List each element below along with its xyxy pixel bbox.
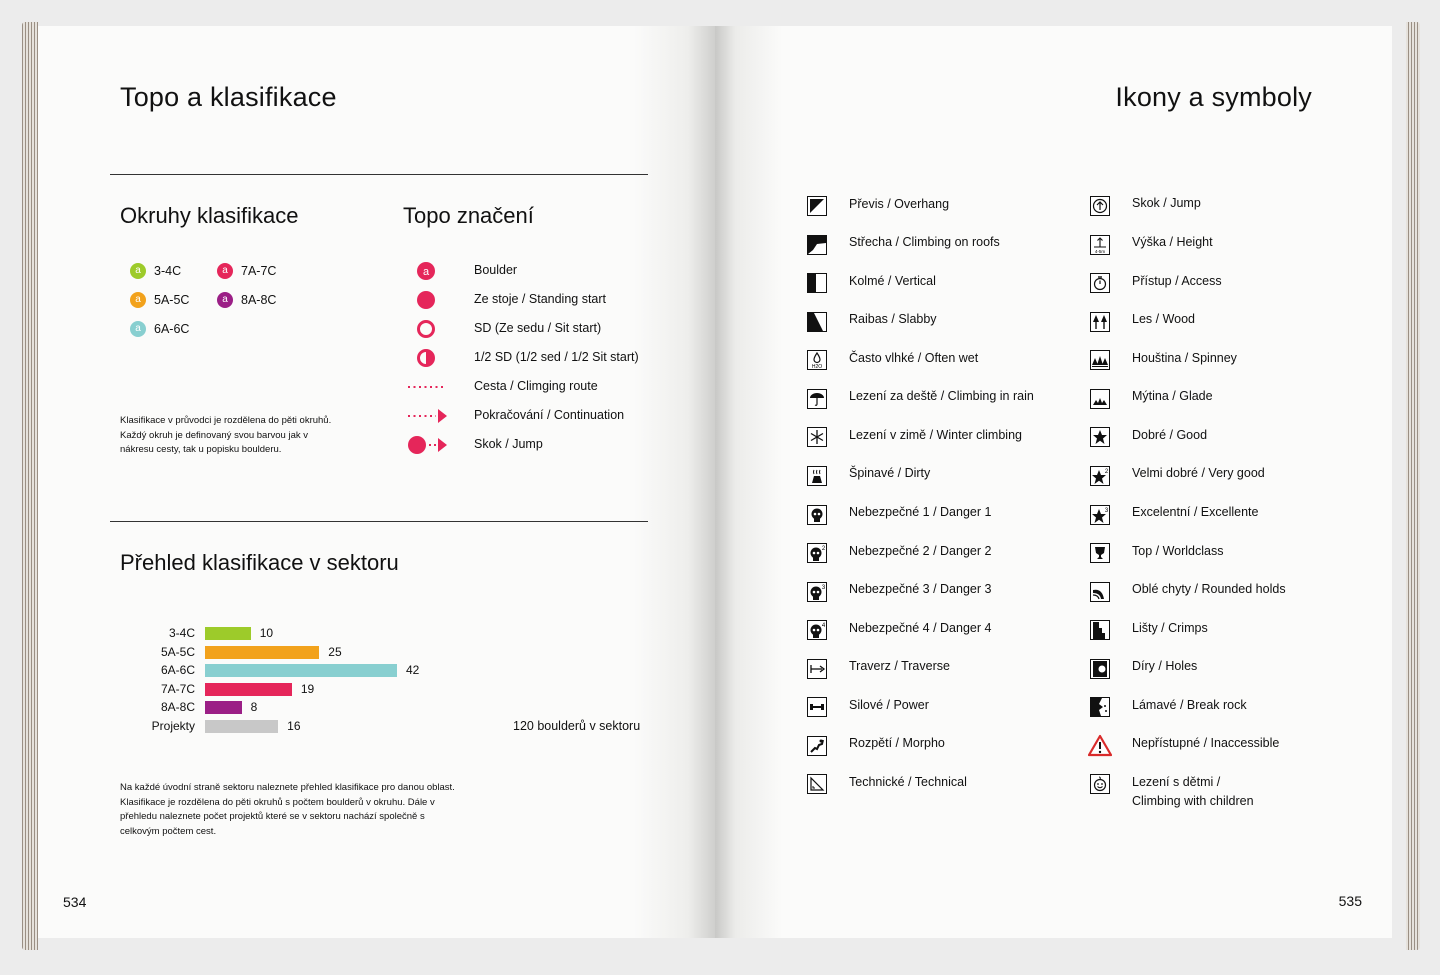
- grade-label: 7A-7C: [241, 264, 277, 278]
- bar-value-label: 8: [250, 700, 258, 715]
- bar-value-label: 10: [259, 626, 274, 640]
- grade-badge-7a-7c: a: [217, 263, 233, 279]
- icon-label: Traverz / Traverse: [849, 659, 950, 673]
- grade-label: 8A-8C: [241, 293, 277, 307]
- bar-projekty: [205, 720, 278, 733]
- topo-label: Boulder: [474, 263, 518, 277]
- spinney-icon: [1091, 351, 1110, 370]
- roof-icon: [808, 236, 827, 255]
- page-title-left: Topo a klasifikace: [120, 82, 337, 112]
- icon-label: Lezení s dětmi /: [1132, 775, 1221, 789]
- icon-label: Nebezpečné 1 / Danger 1: [849, 505, 992, 519]
- jump-arrow-icon: [408, 436, 447, 454]
- overhang-icon: [808, 197, 827, 216]
- page-edges-left: [22, 22, 38, 950]
- skull-2-icon: [808, 544, 827, 563]
- grade-badge-5a-5c: a: [130, 292, 146, 308]
- topo-label: Pokračování / Continuation: [474, 408, 625, 422]
- svg-text:4-5m: 4-5m: [1094, 249, 1106, 254]
- svg-text:4: 4: [821, 623, 826, 629]
- crimps-icon: [1091, 621, 1110, 640]
- page-number-left: 534: [63, 894, 87, 910]
- umbrella-icon: [808, 390, 827, 409]
- icon-label: Kolmé / Vertical: [849, 274, 936, 288]
- icon-column-2: [1088, 194, 1112, 794]
- icon-label: Nebezpečné 3 / Danger 3: [849, 582, 992, 596]
- icon-label: Převis / Overhang: [849, 197, 950, 211]
- bar-category-label: Projekty: [151, 719, 195, 733]
- bar-value-label: 16: [287, 719, 301, 733]
- icon-label: Top / Worldclass: [1132, 544, 1224, 558]
- icon-label: Houština / Spinney: [1132, 351, 1237, 365]
- jump-icon: [1091, 197, 1110, 216]
- icon-label: Lámavé / Break rock: [1132, 698, 1247, 712]
- icon-label: Raibas / Slabby: [849, 312, 937, 326]
- prehled-note: Na každé úvodní straně sektoru naleznete přehled klasifikace pro danou oblast. Klasifikace je rozdělena do pěti okruhů s počtem boulderů v okruhu. Dále v přehledu naleznete počet projektů které se v sektoru nachází společně s celkovým počtem cest.: [120, 782, 455, 837]
- total-boulders: 120 boulderů v sektoru: [513, 719, 641, 733]
- star-1-icon: [1091, 428, 1110, 447]
- rounded-holds-icon: [1091, 583, 1110, 602]
- icon-label: Climbing with children: [1132, 794, 1254, 808]
- vertical-icon: [808, 274, 827, 293]
- topo-heading: Topo značení: [403, 203, 534, 228]
- skull-1-icon: [808, 506, 827, 525]
- divider-middle: [110, 521, 648, 522]
- traverse-icon: [808, 660, 827, 679]
- grade-badge-3-4c: a: [130, 263, 146, 279]
- svg-text:a: a: [422, 266, 430, 278]
- page-number-right: 535: [1338, 893, 1362, 909]
- icon-label: Velmi dobré / Very good: [1132, 466, 1265, 480]
- bar-category-label: 3-4C: [168, 626, 195, 640]
- open-book: [22, 22, 1420, 950]
- bar-3-4c: [205, 627, 251, 640]
- topo-label: Ze stoje / Standing start: [474, 292, 607, 306]
- page-edges-right: [1406, 22, 1420, 950]
- bar-category-label: 5A-5C: [160, 644, 195, 659]
- slab-icon: [808, 313, 827, 332]
- skull-4-icon: [808, 621, 827, 640]
- access-icon: [1091, 274, 1110, 293]
- glade-icon: [1091, 390, 1110, 409]
- okruhy-note: Klasifikace v průvodci je rozdělena do pěti okruhů. Každý okruh je definovaný svou barvou jak v nákresu cesty, tak u popisku boulderu.: [120, 415, 332, 455]
- warning-icon: [1089, 736, 1111, 755]
- icon-label: Výška / Height: [1132, 235, 1213, 249]
- grade-badge-6a-6c: a: [130, 321, 146, 337]
- svg-text:3: 3: [821, 585, 826, 591]
- bar-6a-6c: [205, 664, 397, 677]
- topo-legend-icons: [408, 258, 464, 468]
- icon-label: Lišty / Crimps: [1132, 621, 1208, 635]
- icon-label: Často vlhké / Often wet: [849, 351, 979, 365]
- bar-value-label: 25: [328, 644, 342, 659]
- break-rock-icon: [1091, 698, 1110, 717]
- morpho-icon: [808, 737, 827, 756]
- right-page: [715, 26, 1392, 938]
- trophy-icon: [1091, 544, 1110, 563]
- topo-label: Cesta / Climging route: [474, 379, 598, 393]
- svg-text:H2O: H2O: [811, 364, 823, 370]
- power-icon: [808, 698, 827, 717]
- icon-column-1: [805, 194, 829, 794]
- icon-label: Lezení v zimě / Winter climbing: [849, 428, 1022, 442]
- icon-label: Přístup / Access: [1132, 274, 1222, 288]
- half-circle-icon: [419, 351, 434, 366]
- icon-label: Nepřístupné / Inaccessible: [1132, 736, 1280, 750]
- icon-label: Dobré / Good: [1132, 428, 1208, 442]
- icon-label: Nebezpečné 2 / Danger 2: [849, 544, 992, 558]
- left-page: [38, 26, 715, 938]
- ring-icon: [419, 322, 434, 337]
- divider-top: [110, 174, 648, 175]
- icon-label: Excelentní / Excellente: [1132, 505, 1259, 519]
- bar-category-label: 8A-8C: [160, 700, 195, 715]
- bar-value-label: 19: [300, 681, 315, 696]
- dotted-arrow-icon: [408, 409, 447, 423]
- grade-label: 3-4C: [154, 264, 182, 278]
- icon-label: Lezení za deště / Climbing in rain: [849, 389, 1034, 403]
- icon-label: Skok / Jump: [1132, 196, 1201, 210]
- bar-category-label: 7A-7C: [160, 681, 195, 696]
- icon-label: Špinavé / Dirty: [849, 466, 931, 480]
- skull-3-icon: [808, 583, 827, 602]
- okruhy-heading: Okruhy klasifikace: [120, 203, 299, 228]
- svg-text:2: 2: [1104, 469, 1109, 475]
- filled-circle-icon: [417, 291, 435, 309]
- icon-label: Les / Wood: [1132, 312, 1196, 326]
- snowflake-icon: [808, 428, 827, 447]
- icon-label: Rozpětí / Morpho: [849, 736, 945, 750]
- topo-label: 1/2 SD (1/2 sed / 1/2 Sit start): [474, 350, 639, 364]
- grade-label: 5A-5C: [154, 293, 190, 307]
- icon-label: Silové / Power: [849, 698, 929, 712]
- wet-icon: [808, 351, 827, 371]
- bar-7a-7c: [205, 683, 292, 696]
- star-2-icon: [1091, 467, 1110, 486]
- icon-label: Oblé chyty / Rounded holds: [1132, 582, 1286, 596]
- page-title-right: Ikony a symboly: [1115, 82, 1312, 112]
- topo-label: Skok / Jump: [474, 437, 543, 451]
- children-icon: [1091, 775, 1110, 794]
- technical-icon: [808, 775, 827, 794]
- holes-icon: [1091, 660, 1110, 679]
- wood-icon: [1091, 313, 1110, 332]
- star-3-icon: [1091, 506, 1110, 525]
- bar-category-label: 6A-6C: [160, 663, 195, 678]
- bar-8a-8c: [205, 701, 242, 714]
- icon-label: Střecha / Climbing on roofs: [849, 235, 1000, 249]
- icon-label: Mýtina / Glade: [1132, 389, 1213, 403]
- icon-label: Technické / Technical: [849, 775, 967, 789]
- boulder-a-icon: [417, 262, 435, 280]
- grade-badge-8a-8c: a: [217, 292, 233, 308]
- svg-text:3: 3: [1104, 508, 1109, 514]
- dirty-icon: [808, 467, 827, 486]
- svg-text:2: 2: [821, 546, 826, 552]
- icon-label: Díry / Holes: [1132, 659, 1198, 673]
- prehled-heading: Přehled klasifikace v sektoru: [120, 550, 399, 575]
- bar-value-label: 42: [406, 663, 420, 678]
- height-icon: [1091, 236, 1110, 255]
- grade-label: 6A-6C: [154, 322, 190, 336]
- icon-label: Nebezpečné 4 / Danger 4: [849, 621, 992, 635]
- bar-5a-5c: [205, 646, 319, 659]
- topo-label: SD (Ze sedu / Sit start): [474, 321, 602, 335]
